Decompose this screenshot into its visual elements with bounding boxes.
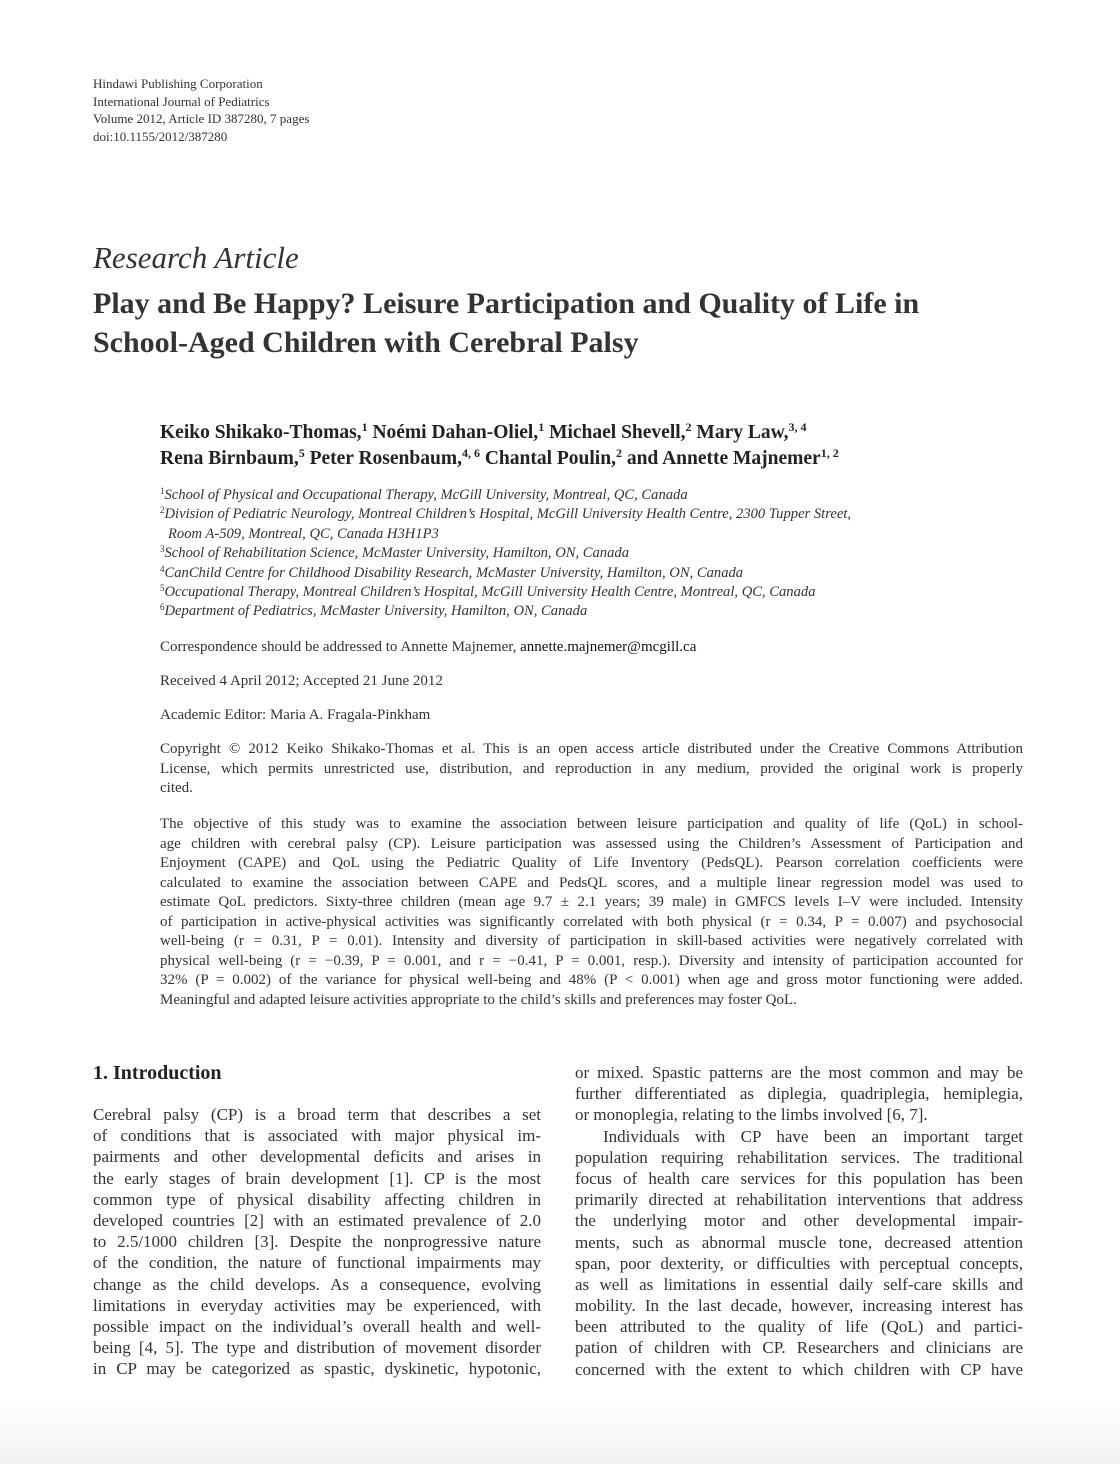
author-name: Michael Shevell, [544, 422, 686, 443]
abstract-line: The objective of this study was to examine the association between leisure participation and quality of life (QoL) in school- [160, 816, 1023, 832]
affiliation-number: 4 [160, 563, 165, 574]
abstract-line: of participation in active-physical activities was significantly correlated with both physical (r = 0.34, P = 0.007) and psychosocial [160, 913, 1023, 930]
body-text-line: Cerebral palsy (CP) is a broad term that describes a set [93, 1105, 541, 1124]
author-affiliation-number: 1 [538, 420, 545, 435]
title-line: Play and Be Happy? Leisure Participation and Quality of Life in [93, 287, 920, 320]
abstract-line: Meaningful and adapted leisure activities appropriate to the child’s skills and preferences may foster QoL. [160, 991, 797, 1008]
copyright-notice [160, 740, 1023, 799]
affiliation-text: Occupational Therapy, Montreal Children’s Hospital, McGill University Health Centre, Montreal, QC, Canada [164, 583, 816, 600]
affiliation [160, 544, 1060, 563]
email-link[interactable]: annette.majnemer@mcgill.ca [520, 639, 697, 655]
body-text-line: primarily directed at rehabilitation interventions that address [575, 1190, 1023, 1210]
affiliation-text: Division of Pediatric Neurology, Montreal Children’s Hospital, McGill University Health Centre, 2300 Tupper Street, [164, 506, 852, 523]
body-text-line: being [4, 5]. The type and distribution of movement disorder [93, 1338, 541, 1358]
author-name: Mary Law, [691, 422, 789, 443]
left-column [93, 1104, 541, 1379]
author-line [160, 446, 839, 472]
author-affiliation-number: 3, 4 [788, 420, 807, 435]
body-text-line: concerned with the extent to which children with CP have [575, 1359, 1023, 1379]
abstract-line: age children with cerebral palsy (CP). Leisure participation was assessed using the Children’s Assessment of Participation and [160, 835, 1023, 852]
body-text-line: ments, such as abnormal muscle tone, decreased attention [575, 1232, 1023, 1252]
abstract-line: calculated to examine the association between CAPE and PedsQL scores, and a multiple linear regression model was used to [160, 874, 1023, 891]
abstract-line: physical well-being (r = −0.39, P = 0.001, and r = −0.41, P = 0.001, resp.). Diversity and intensity of participation accounted for [160, 952, 1023, 969]
abstract-line: Enjoyment (CAPE) and QoL using the Pediatric Quality of Life Inventory (PedsQL). Pearson correlation coefficients were [160, 855, 1023, 871]
correspondence-text: Correspondence should be addressed to Annette Majnemer, [160, 639, 521, 655]
author-affiliation-number: 1, 2 [820, 446, 839, 461]
page-title [93, 284, 1093, 362]
author-list [160, 420, 839, 472]
affiliation-text: CanChild Centre for Childhood Disability Research, McMaster University, Hamilton, ON, Canada [164, 564, 744, 581]
academic-editor: Academic Editor: Maria A. Fragala-Pinkham [160, 707, 431, 723]
abstract-line: estimate QoL predictors. Sixty-three children (mean age 9.7 ± 2.1 years; 39 male) in GMFCS levels I–V were included. Intensity [160, 894, 1023, 910]
affiliation-continued: Room A-509, Montreal, QC, Canada H3H1P3 [168, 525, 439, 542]
right-column [575, 1062, 1023, 1380]
body-text-line: of conditions that is associated with major physical im- [93, 1126, 541, 1146]
doi: doi:10.1155/2012/387280 [93, 128, 228, 144]
abstract-line: 32% (P = 0.002) of the variance for physical well-being and 48% (P < 0.001) when age and gross motor functioning were added. [160, 972, 1023, 988]
affiliation-text: Department of Pediatrics, McMaster University, Hamilton, ON, Canada [164, 603, 588, 620]
affiliation [160, 602, 1060, 621]
abstract-line: well-being (r = 0.31, P = 0.01). Intensity and diversity of participation in skill-based activities were negatively correlated with [160, 933, 1023, 949]
body-text-line: possible impact on the individual’s overall health and well- [93, 1316, 541, 1336]
author-affiliation-number: 2 [685, 420, 692, 435]
body-text-line: or mixed. Spastic patterns are the most common and may be [575, 1063, 1023, 1082]
journal-header [93, 75, 309, 145]
copyright-line: Copyright © 2012 Keiko Shikako-Thomas et al. This is an open access article distributed under the Creative Commons Attribution [160, 741, 1023, 757]
author-name: Chantal Poulin, [479, 448, 616, 469]
affiliation [160, 583, 1060, 602]
body-text-line: population requiring rehabilitation services. The traditional [575, 1147, 1023, 1167]
affiliation-text: School of Rehabilitation Science, McMaster University, Hamilton, ON, Canada [164, 545, 629, 562]
author-affiliation-number: 4, 6 [461, 446, 480, 461]
body-text-line: pairments and other developmental deficits and arises in [93, 1147, 541, 1167]
page-bottom-shadow [0, 1400, 1120, 1464]
volume-info: Volume 2012, Article ID 387280, 7 pages [93, 111, 310, 127]
correspondence [160, 638, 696, 657]
body-text-line: been attributed to the quality of life (QoL) and partici- [575, 1317, 1023, 1337]
body-text-line: focus of health care services for this population has been [575, 1168, 1023, 1188]
body-text-line: further differentiated as diplegia, quadriplegia, hemiplegia, [575, 1084, 1023, 1104]
body-text-line: as well as limitations in essential daily self-care skills and [575, 1274, 1023, 1294]
author-name: Rena Birnbaum, [160, 448, 299, 469]
affiliation-number: 6 [160, 602, 165, 613]
affiliation [160, 486, 1060, 505]
article-type: Research Article [93, 240, 299, 275]
author-affiliation-number: 5 [298, 446, 305, 461]
received-dates: Received 4 April 2012; Accepted 21 June 2012 [160, 673, 443, 689]
affiliation [160, 505, 1060, 524]
body-text-line: developed countries [2] with an estimated prevalence of 2.0 [93, 1210, 541, 1230]
body-text-line: mobility. In the last decade, however, increasing interest has [575, 1296, 1023, 1316]
copyright-line: License, which permits unrestricted use, distribution, and reproduction in any medium, provided the original work is properly [160, 760, 1023, 777]
body-text-line: limitations in everyday activities may be experienced, with [93, 1295, 541, 1315]
body-text-line: pation of children with CP. Researchers and clinicians are [575, 1338, 1023, 1358]
title-line: School-Aged Children with Cerebral Palsy [93, 326, 639, 359]
author-name: and Annette Majnemer [621, 448, 821, 469]
body-text-line: change as the child develops. As a consequence, evolving [93, 1274, 541, 1294]
body-text-line: common type of physical disability affecting children in [93, 1189, 541, 1209]
author-affiliation-number: 2 [615, 446, 622, 461]
body-text-line: or monoplegia, relating to the limbs involved [6, 7]. [575, 1105, 928, 1125]
body-text-line: of the condition, the nature of functional impairments may [93, 1253, 541, 1273]
body-text-line: span, poor dexterity, or difficulties with perceptual concepts, [575, 1253, 1023, 1273]
affiliation-number: 1 [160, 486, 165, 497]
copyright-line: cited. [160, 780, 193, 796]
author-affiliation-number: 1 [361, 420, 368, 435]
author-name: Peter Rosenbaum, [304, 448, 462, 469]
affiliation-text: School of Physical and Occupational Therapy, McGill University, Montreal, QC, Canada [164, 487, 688, 503]
body-text-line: to 2.5/1000 children [3]. Despite the nonprogressive nature [93, 1232, 541, 1252]
affiliations [160, 486, 1060, 622]
journal-name: International Journal of Pediatrics [93, 93, 270, 109]
affiliation-number: 2 [160, 505, 165, 516]
body-text-line: the early stages of brain development [1]. CP is the most [93, 1168, 541, 1188]
author-name: Keiko Shikako-Thomas, [160, 422, 362, 443]
section-heading: 1. Introduction [93, 1062, 222, 1084]
author-line [160, 420, 839, 446]
affiliation [160, 564, 1060, 583]
body-text-line: the underlying motor and other developmental impair- [575, 1211, 1023, 1231]
affiliation-number: 3 [160, 544, 165, 555]
abstract [160, 815, 1023, 1010]
author-name: Noémi Dahan-Oliel, [367, 422, 539, 443]
publisher: Hindawi Publishing Corporation [93, 76, 263, 91]
affiliation-number: 5 [160, 583, 165, 594]
body-text-line: in CP may be categorized as spastic, dyskinetic, hypotonic, [93, 1359, 541, 1379]
body-text-line: Individuals with CP have been an important target [603, 1126, 1023, 1146]
